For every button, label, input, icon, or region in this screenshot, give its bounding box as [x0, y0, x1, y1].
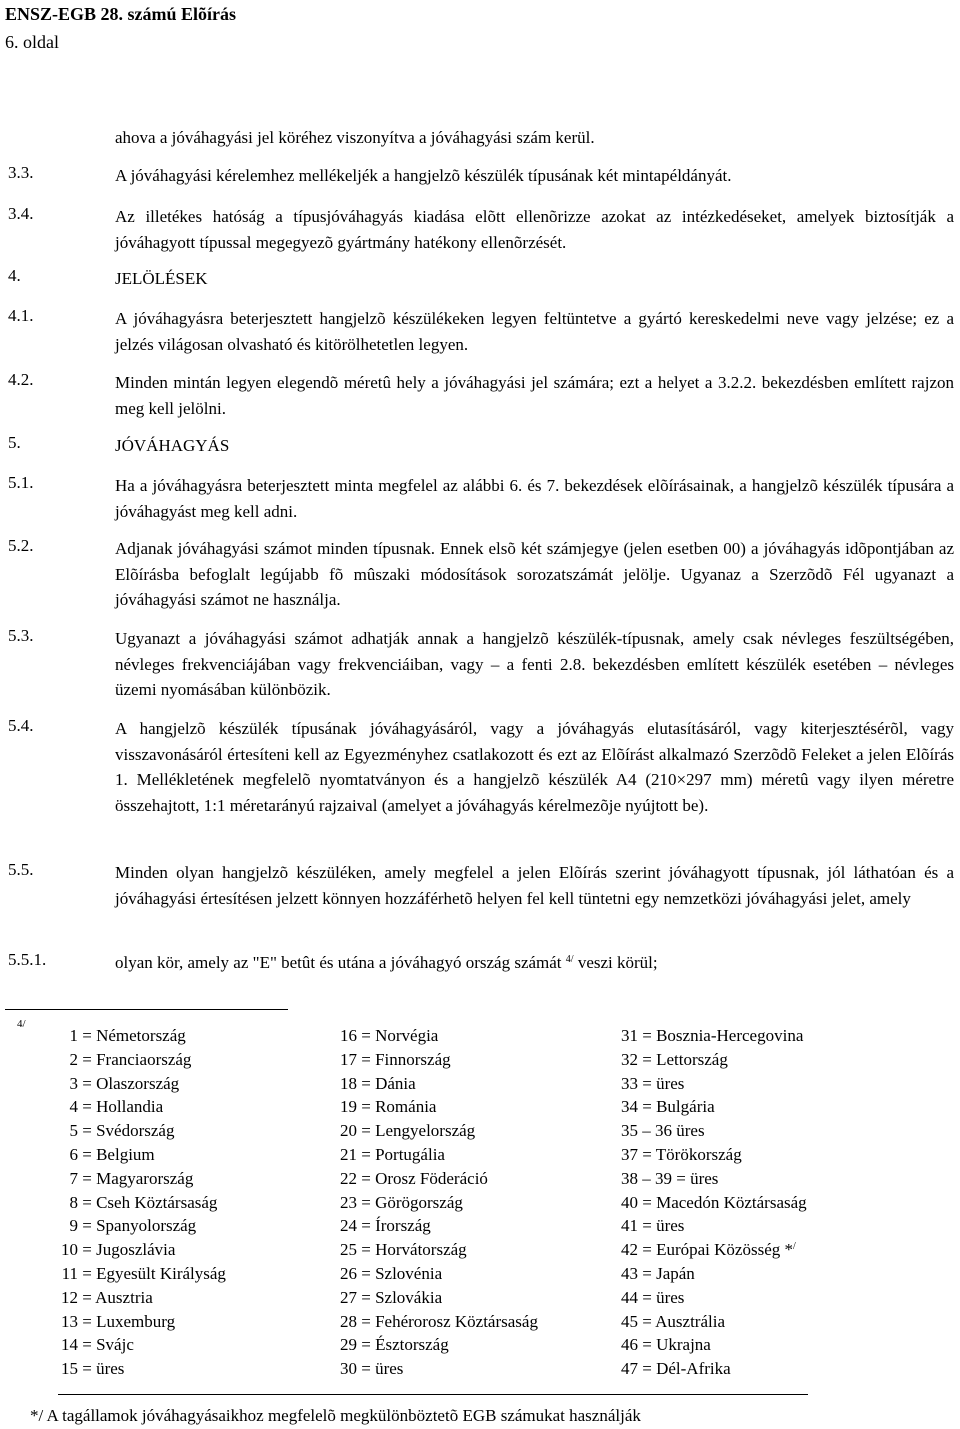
equals-sign: = — [78, 1311, 97, 1331]
country-entry: 28 = Fehérorosz Köztársaság — [340, 1311, 538, 1331]
footnote-note: */ A tagállamok jóváhagyásaikhoz megfelelõ megkülönböztetõ EGB számukat használják — [30, 1406, 641, 1425]
country-entry: 32 = Lettország — [621, 1049, 728, 1069]
country-code-row — [340, 1048, 538, 1072]
country-entry: 30 = üres — [340, 1359, 404, 1379]
country-number: 6 — [69, 1144, 78, 1164]
country-entry: 38 – 39 = üres — [621, 1168, 719, 1188]
country-code-row — [621, 1191, 807, 1215]
country-code-row — [621, 1286, 807, 1310]
country-name: üres — [96, 1359, 125, 1379]
paragraph-text-before: olyan kör, amely az "E" betût és utána a jóváhagyó ország számát — [115, 953, 566, 972]
country-code-column-2 — [340, 1024, 538, 1381]
country-code-row — [38, 1357, 278, 1381]
country-entry: 24 = Írország — [340, 1216, 431, 1236]
country-entry: 22 = Orosz Föderáció — [340, 1168, 488, 1188]
country-code-row — [38, 1095, 278, 1119]
heading-5 — [8, 433, 954, 459]
country-entry: 31 = Bosznia-Hercegovina — [621, 1026, 804, 1045]
country-number: 14 — [61, 1335, 78, 1355]
country-number: 15 — [61, 1359, 78, 1379]
paragraph-continuation — [8, 125, 954, 151]
country-code-row — [621, 1143, 807, 1167]
country-code-row — [340, 1072, 538, 1096]
paragraph-4-2 — [8, 370, 954, 421]
country-number: 4 — [69, 1097, 78, 1117]
equals-sign: = — [78, 1192, 97, 1212]
country-code-row — [340, 1143, 538, 1167]
country-entry: 25 = Horvátország — [340, 1240, 467, 1260]
equals-sign: = — [78, 1026, 97, 1045]
country-number: 1 — [69, 1026, 78, 1045]
country-code-row — [340, 1214, 538, 1238]
paragraph-number: 4.2. — [8, 370, 34, 389]
country-code-row — [340, 1357, 538, 1381]
equals-sign: = — [78, 1121, 97, 1141]
country-name: Cseh Köztársaság — [96, 1192, 218, 1212]
paragraph-3-4 — [8, 204, 954, 255]
country-name: Hollandia — [96, 1097, 164, 1117]
paragraph-text — [115, 950, 954, 976]
footnote-reference: / — [793, 1241, 796, 1253]
country-entry: 47 = Dél-Afrika — [621, 1359, 731, 1379]
section-number: 5. — [8, 433, 21, 452]
country-code-row — [621, 1214, 807, 1238]
paragraph-number: 3.4. — [8, 204, 34, 223]
paragraph-number: 5.2. — [8, 536, 34, 555]
country-code-row — [38, 1262, 278, 1286]
country-name: Ausztria — [95, 1287, 153, 1307]
country-code-row — [621, 1095, 807, 1119]
country-name: Svédország — [96, 1121, 175, 1141]
country-name: Olaszország — [96, 1073, 180, 1093]
paragraph-5-5-1 — [8, 950, 954, 976]
country-code-row — [38, 1072, 278, 1096]
heading-4 — [8, 266, 954, 292]
country-number: 13 — [61, 1311, 78, 1331]
country-name: Németország — [96, 1026, 186, 1045]
equals-sign: = — [78, 1049, 97, 1069]
country-code-row — [621, 1167, 807, 1191]
country-code-row — [38, 1333, 278, 1357]
country-number: 2 — [69, 1049, 78, 1069]
paragraph-text: Minden mintán legyen elegendõ méretû hely a jóváhagyási jel számára; ezt a helyet a 3.2.2. bekezdésben említett rajzon meg kell jelölni. — [115, 373, 954, 418]
country-code-row — [38, 1214, 278, 1238]
country-name: Belgium — [96, 1144, 155, 1164]
equals-sign: = — [78, 1144, 97, 1164]
country-code-row — [621, 1048, 807, 1072]
country-entry: 18 = Dánia — [340, 1073, 416, 1093]
paragraph-4-1 — [8, 306, 954, 357]
country-code-row — [38, 1191, 278, 1215]
country-code-column-1 — [38, 1024, 278, 1381]
paragraph-text: A hangjelzõ készülék típusának jóváhagyásáról, vagy a jóváhagyás elutasításáról, vagy kiterjesztésérõl, vagy visszavonásáról értesíteni kell az Egyezményhez csatlakozott és ezt az Elõírást alkalmazó Szerzõdõ Feleket a jelen Elõírás 1. Mellékletének megfelelõ nyomtatványon és a hangjelzõ készülék A4 (210×297 mm) méretû vagy ilyen méretre összehajtott, 1:1 méretarányú rajzaival (amelyet a jóváhagyás kérelmezõje nyújtott be). — [115, 719, 954, 815]
page-header — [5, 0, 236, 56]
equals-sign: = — [78, 1287, 96, 1307]
paragraph-text: A jóváhagyásra beterjesztett hangjelzõ készülékeken legyen feltüntetve a gyártó kereskedelmi neve vagy jelzése; ez a jelzés világosan olvasható és kitörölhetetlen legyen. — [115, 309, 954, 354]
equals-sign: = — [78, 1359, 97, 1379]
paragraph-text: Ha a jóváhagyásra beterjesztett minta megfelel az alábbi 6. és 7. bekezdések elõírásainak, a hangjelzõ készülék típusára a jóváhagyást meg kell adni. — [115, 476, 954, 521]
country-code-row — [621, 1310, 807, 1334]
country-number: 8 — [69, 1192, 78, 1212]
country-code-row — [621, 1357, 807, 1381]
footnote-separator — [5, 1009, 288, 1010]
paragraph-text: Az illetékes hatóság a típusjóváhagyás kiadása elõtt ellenõrizze azokat az intézkedéseket, amelyek biztosítják a jóváhagyott típussal megegyezõ gyártmány hatékony ellenõrzését. — [115, 207, 954, 252]
country-code-row — [340, 1333, 538, 1357]
country-code-row — [38, 1024, 278, 1048]
country-entry: 42 = Európai Közösség * — [621, 1240, 794, 1260]
paragraph-text: ahova a jóváhagyási jel köréhez viszonyítva a jóváhagyási szám kerül. — [115, 128, 595, 147]
country-entry: 46 = Ukrajna — [621, 1335, 711, 1355]
paragraph-number: 5.5.1. — [8, 950, 47, 969]
paragraph-3-3 — [8, 163, 954, 189]
equals-sign: = — [78, 1097, 97, 1117]
country-entry: 41 = üres — [621, 1216, 685, 1236]
country-entry: 26 = Szlovénia — [340, 1263, 443, 1283]
country-code-row — [621, 1238, 807, 1262]
country-code-row — [38, 1143, 278, 1167]
country-code-row — [621, 1333, 807, 1357]
country-number: 7 — [69, 1168, 78, 1188]
country-entry: 20 = Lengyelország — [340, 1121, 476, 1141]
country-code-row — [340, 1167, 538, 1191]
country-name: Egyesült Királyság — [96, 1263, 226, 1283]
equals-sign: = — [78, 1240, 97, 1260]
equals-sign: = — [78, 1216, 97, 1236]
country-name: Magyarország — [96, 1168, 194, 1188]
country-entry: 27 = Szlovákia — [340, 1287, 443, 1307]
country-code-row — [38, 1310, 278, 1334]
country-entry: 43 = Japán — [621, 1263, 695, 1283]
country-code-row — [621, 1119, 807, 1143]
country-entry: 44 = üres — [621, 1287, 685, 1307]
country-code-row — [38, 1119, 278, 1143]
country-code-row — [38, 1238, 278, 1262]
paragraph-text-after: veszi körül; — [573, 953, 658, 972]
country-code-row — [340, 1286, 538, 1310]
country-name: Franciaország — [96, 1049, 192, 1069]
country-code-column-3 — [621, 1024, 807, 1381]
equals-sign: = — [78, 1073, 97, 1093]
country-entry: 23 = Görögország — [340, 1192, 463, 1212]
paragraph-number: 3.3. — [8, 163, 34, 182]
paragraph-number: 5.3. — [8, 626, 34, 645]
country-entry: 37 = Törökország — [621, 1144, 742, 1164]
document-title: ENSZ-EGB 28. számú Elõírás — [5, 4, 237, 24]
country-entry: 40 = Macedón Köztársaság — [621, 1192, 807, 1212]
country-number: 12 — [61, 1287, 78, 1307]
country-number: 9 — [69, 1216, 78, 1236]
section-heading: JELÖLÉSEK — [115, 269, 208, 288]
country-code-row — [340, 1238, 538, 1262]
country-code-row — [340, 1024, 538, 1048]
equals-sign: = — [78, 1263, 97, 1283]
country-entry: 17 = Finnország — [340, 1049, 451, 1069]
country-code-row — [621, 1262, 807, 1286]
country-number: 11 — [61, 1263, 78, 1283]
paragraph-number: 4.1. — [8, 306, 34, 325]
country-name: Spanyolország — [96, 1216, 197, 1236]
paragraph-5-3 — [8, 626, 954, 703]
paragraph-5-1 — [8, 473, 954, 524]
country-code-row — [38, 1286, 278, 1310]
note-separator — [58, 1394, 808, 1395]
country-code-row — [340, 1262, 538, 1286]
paragraph-text: Ugyanazt a jóváhagyási számot adhatják annak a hangjelzõ készülék-típusnak, amely csak névleges feszültségében, névleges frekvenciájában vagy frekvenciáiban, vagy – a fenti 2.8. bekezdésben említett készülék esetében – névleges üzemi nyomásában különbözik. — [115, 629, 954, 699]
country-entry: 34 = Bulgária — [621, 1097, 715, 1117]
country-entry: 29 = Észtország — [340, 1335, 449, 1355]
country-name: Luxemburg — [96, 1311, 176, 1331]
paragraph-5-2 — [8, 536, 954, 613]
paragraph-5-4 — [8, 716, 954, 818]
country-code-row — [38, 1167, 278, 1191]
country-code-row — [38, 1048, 278, 1072]
country-entry: 21 = Portugália — [340, 1144, 445, 1164]
country-entry: 33 = üres — [621, 1073, 685, 1093]
equals-sign: = — [78, 1168, 97, 1188]
paragraph-5-5 — [8, 860, 954, 911]
paragraph-number: 5.1. — [8, 473, 34, 492]
country-number: 10 — [61, 1240, 78, 1260]
paragraph-number: 5.5. — [8, 860, 34, 879]
country-code-row — [340, 1119, 538, 1143]
paragraph-number: 5.4. — [8, 716, 34, 735]
paragraph-text: A jóváhagyási kérelemhez mellékeljék a hangjelzõ készülék típusának két mintapéldányát. — [115, 166, 732, 185]
country-code-row — [621, 1072, 807, 1096]
country-entry: 45 = Ausztrália — [621, 1311, 726, 1331]
footnote-mark: 4/ — [17, 1018, 26, 1030]
footnote-reference: 4/ — [565, 954, 574, 965]
country-name: Jugoszlávia — [96, 1240, 176, 1260]
country-code-row — [340, 1310, 538, 1334]
paragraph-text: Minden olyan hangjelzõ készüléken, amely megfelel a jelen Elõírás szerint jóváhagyott típusnak, jól láthatóan és a jóváhagyási értesítésen jelzett könnyen hozzáférhetõ helyen fel kell tüntetni egy nemzetközi jóváhagyási jelet, amely — [115, 863, 954, 908]
country-code-row — [621, 1024, 807, 1048]
country-number: 5 — [69, 1121, 78, 1141]
section-heading: JÓVÁHAGYÁS — [115, 436, 230, 455]
country-entry: 35 – 36 üres — [621, 1121, 705, 1141]
equals-sign: = — [78, 1335, 97, 1355]
page-number: 6. oldal — [5, 32, 59, 52]
country-entry: 16 = Norvégia — [340, 1026, 439, 1045]
country-name: Svájc — [96, 1335, 134, 1355]
country-code-row — [340, 1191, 538, 1215]
paragraph-text: Adjanak jóváhagyási számot minden típusnak. Ennek elsõ két számjegye (jelen esetben 00) a jóváhagyás idõpontjában az Elõírásba befoglalt legújabb fõ mûszaki módosítások sorozatszámát jelölje. Ugyanaz a Szerzõdõ Fél ugyanazt a jóváhagyási számot ne használja. — [115, 539, 954, 609]
country-entry: 19 = Románia — [340, 1097, 437, 1117]
country-number: 3 — [69, 1073, 78, 1093]
country-code-row — [340, 1095, 538, 1119]
section-number: 4. — [8, 266, 21, 285]
